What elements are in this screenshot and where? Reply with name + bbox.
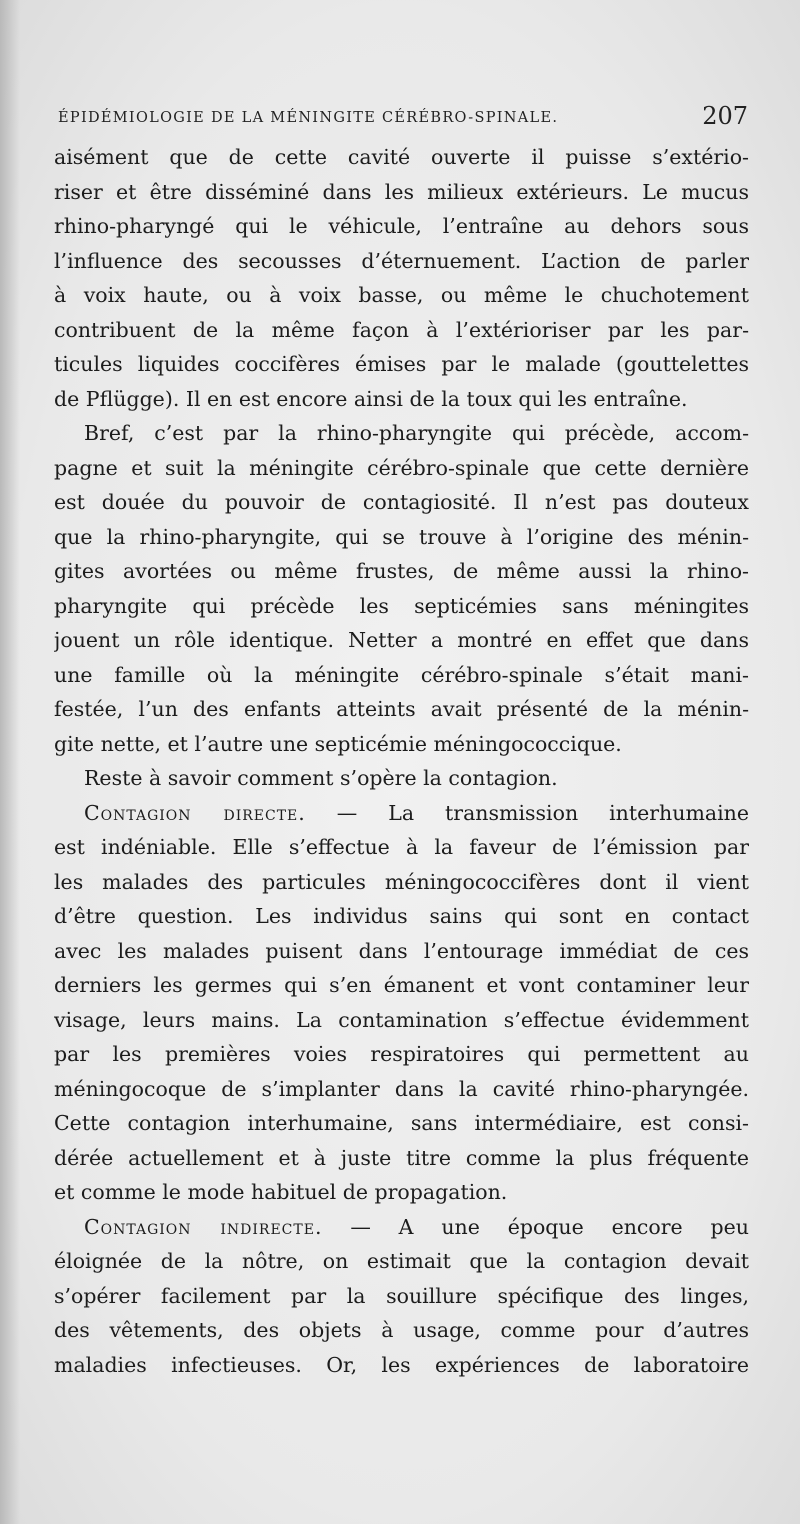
section-heading-direct: Contagion directe. bbox=[84, 800, 306, 825]
text-line: jouent un rôle identique. Netter a montré en effet que dans bbox=[54, 628, 749, 652]
body-text bbox=[54, 140, 749, 1382]
text-line: pagne et suit la méningite cérébro-spinale que cette dernière bbox=[54, 455, 749, 480]
text-line: des vêtements, des objets à usage, comme pour d’autres bbox=[54, 1318, 749, 1342]
text-line: une famille où la méningite cérébro-spinale s’était mani- bbox=[54, 662, 749, 687]
text-line: avec les malades puisent dans l’entourage immédiat de ces bbox=[54, 938, 749, 963]
text-line: festée, l’un des enfants atteints avait présenté de la ménin- bbox=[54, 697, 749, 721]
running-title: ÉPIDÉMIOLOGIE DE LA MÉNINGITE CÉRÉBRO-SPINALE. bbox=[58, 110, 559, 126]
text-line: Cette contagion interhumaine, sans intermédiaire, est consi- bbox=[54, 1111, 749, 1135]
text-line: à voix haute, ou à voix basse, ou même le chuchotement bbox=[54, 283, 749, 307]
text-line: Reste à savoir comment s’opère la contagion. bbox=[84, 766, 558, 790]
text-line: que la rhino-pharyngite, qui se trouve à l’origine des ménin- bbox=[54, 524, 749, 549]
text-line: par les premières voies respiratoires qui permettent au bbox=[54, 1042, 749, 1066]
text-line: méningocoque de s’implanter dans la cavité rhino-pharyngée. bbox=[54, 1076, 749, 1101]
text-line: d’être question. Les individus sains qui sont en contact bbox=[54, 904, 749, 928]
text-line: pharyngite qui précède les septicémies sans méningites bbox=[54, 593, 749, 618]
text-line: derniers les germes qui s’en émanent et vont contaminer leur bbox=[54, 973, 749, 997]
running-header bbox=[58, 102, 748, 136]
section-heading-line: Contagion indirecte. — A une époque encore peu bbox=[84, 1214, 749, 1239]
text-line: et comme le mode habituel de propagation. bbox=[54, 1180, 508, 1204]
text-line: dérée actuellement et à juste titre comme la plus fréquente bbox=[54, 1145, 749, 1170]
text-line: est douée du pouvoir de contagiosité. Il n’est pas douteux bbox=[54, 490, 749, 514]
text-line: ticules liquides coccifères émises par le malade (gouttelettes bbox=[54, 352, 749, 376]
text-line: rhino-pharyngé qui le véhicule, l’entraîne au dehors sous bbox=[54, 214, 749, 238]
section-heading-indirect: Contagion indirecte. bbox=[84, 1214, 323, 1239]
text-line: aisément que de cette cavité ouverte il puisse s’extério- bbox=[54, 145, 749, 169]
text-line: maladies infectieuses. Or, les expériences de laboratoire bbox=[54, 1352, 749, 1377]
text-line: l’influence des secousses d’éternuement. L’action de parler bbox=[54, 248, 749, 273]
text-line: éloignée de la nôtre, on estimait que la contagion devait bbox=[54, 1249, 749, 1273]
text-line: de Pflügge). Il en est encore ainsi de la toux qui les entraîne. bbox=[54, 386, 688, 411]
text-line: s’opérer facilement par la souillure spécifique des linges, bbox=[54, 1283, 749, 1308]
text-line: Bref, c’est par la rhino-pharyngite qui précède, accom- bbox=[84, 421, 749, 445]
text-line: gites avortées ou même frustes, de même aussi la rhino- bbox=[54, 559, 749, 583]
text-line: riser et être disséminé dans les milieux extérieurs. Le mucus bbox=[54, 179, 749, 204]
text-line: les malades des particules méningococcifères dont il vient bbox=[54, 869, 749, 894]
page-number: 207 bbox=[702, 102, 748, 130]
text-line: est indéniable. Elle s’effectue à la faveur de l’émission par bbox=[54, 835, 749, 859]
text-line: visage, leurs mains. La contamination s’effectue évidemment bbox=[54, 1007, 749, 1032]
page-gutter-shadow bbox=[0, 0, 20, 1524]
text-line: gite nette, et l’autre une septicémie méningococcique. bbox=[54, 731, 622, 756]
text-line: contribuent de la même façon à l’extérioriser par les par- bbox=[54, 317, 749, 342]
section-heading-line: Contagion directe. — La transmission interhumaine bbox=[84, 800, 749, 825]
